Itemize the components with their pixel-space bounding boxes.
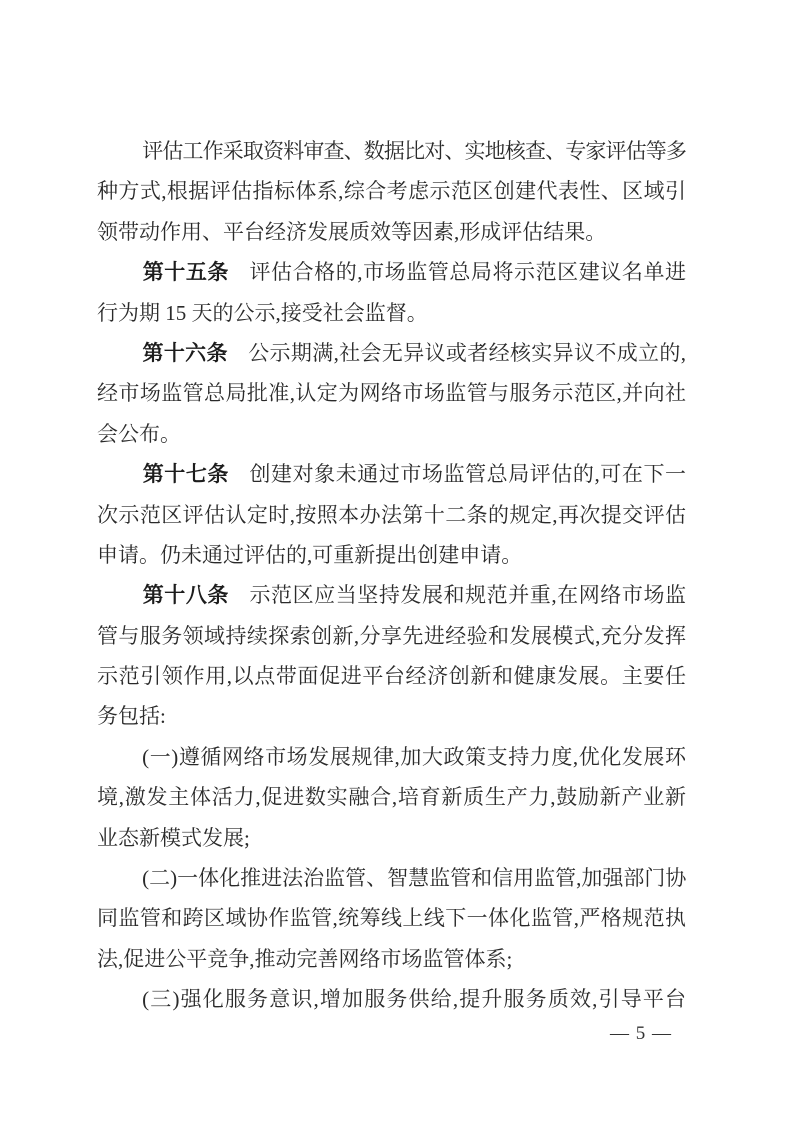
text-line: 业态新模式发展; (97, 825, 250, 850)
text-line: (一)遵循网络市场发展规律,加大政策支持力度,优化发展环 (97, 737, 686, 777)
paragraph (97, 979, 686, 1019)
first-line-indent (97, 157, 142, 158)
label-gap (229, 601, 249, 602)
text-line: 同监管和跨区域协作监管,统筹线上线下一体化监管,严格规范执 (97, 906, 686, 931)
label-gap (228, 359, 248, 360)
text-line: 种方式,根据评估指标体系,综合考虑示范区创建代表性、区域引 (97, 179, 686, 204)
first-line-indent (97, 601, 142, 602)
paragraph (97, 737, 686, 858)
text-line: 行为期 15 天的公示,接受社会监督。 (97, 300, 428, 325)
first-line-indent (97, 763, 142, 764)
article-number: 第十五条 (142, 261, 229, 285)
text-line: 评估工作采取资料审查、数据比对、实地核查、专家评估等多 (97, 131, 686, 171)
paragraph (97, 575, 686, 737)
paragraph (97, 333, 686, 454)
text-line: 第十八条 示范区应当坚持发展和规范并重,在网络市场监 (97, 575, 686, 615)
article-number: 第十六条 (142, 341, 228, 365)
first-line-indent (97, 480, 142, 481)
article-number: 第十七条 (142, 463, 229, 487)
text-line: 示范引领作用,以点带面促进平台经济创新和健康发展。主要任 (97, 664, 686, 689)
text-line: (二)一体化推进法治监管、智慧监管和信用监管,加强部门协 (97, 858, 686, 898)
text-line: 次示范区评估认定时,按照本办法第十二条的规定,再次提交评估 (97, 502, 686, 527)
text-line: 务包括: (97, 704, 166, 729)
document-body (97, 131, 686, 1020)
label-gap (229, 480, 249, 481)
paragraph (97, 858, 686, 979)
first-line-indent (97, 359, 142, 360)
text-line: 第十五条 评估合格的,市场监管总局将示范区建议名单进 (97, 252, 686, 292)
text-line: 申请。仍未通过评估的,可重新提出创建申请。 (97, 542, 523, 567)
first-line-indent (97, 884, 142, 885)
text-line: 经市场监管总局批准,认定为网络市场监管与服务示范区,并向社 (97, 381, 686, 406)
text-line: 第十六条 公示期满,社会无异议或者经核实异议不成立的, (97, 333, 686, 373)
text-line: 会公布。 (97, 421, 181, 446)
text-line: 法,促进公平竞争,推动完善网络市场监管体系; (97, 946, 513, 971)
text-line: 管与服务领域持续探索创新,分享先进经验和发展模式,充分发挥 (97, 623, 686, 648)
first-line-indent (97, 1005, 142, 1006)
paragraph (97, 252, 686, 333)
page-number: — 5 — (610, 1023, 672, 1044)
text-line: 境,激发主体活力,促进数实融合,培育新质生产力,鼓励新产业新 (97, 785, 686, 810)
text-line: (三)强化服务意识,增加服务供给,提升服务质效,引导平台 (97, 979, 686, 1019)
text-line: 第十七条 创建对象未通过市场监管总局评估的,可在下一 (97, 454, 686, 494)
paragraph (97, 131, 686, 252)
article-number: 第十八条 (142, 584, 229, 608)
first-line-indent (97, 278, 142, 279)
paragraph (97, 454, 686, 575)
text-line: 领带动作用、平台经济发展质效等因素,形成评估结果。 (97, 219, 607, 244)
label-gap (229, 278, 249, 279)
